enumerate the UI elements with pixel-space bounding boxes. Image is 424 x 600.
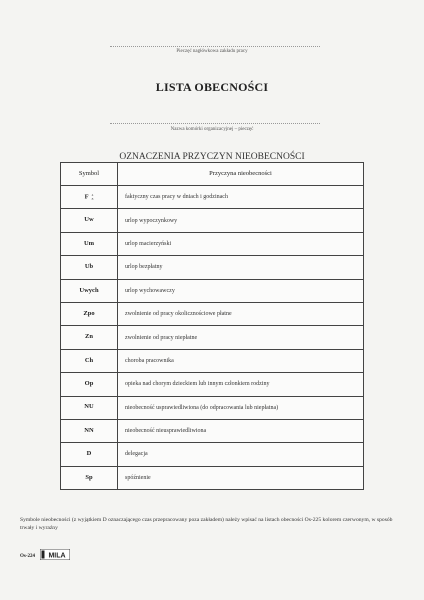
reason-cell: nieobecność nieusprawiedliwiona — [118, 419, 364, 442]
symbol-cell: Zn — [61, 326, 118, 349]
fraction-bottom: 8 — [91, 197, 94, 202]
table-row — [61, 349, 364, 372]
table-row — [61, 186, 364, 209]
mila-logo — [40, 549, 70, 560]
unit-caption: Nazwa komórki organizacyjnej – pieczęć — [170, 127, 254, 132]
hours-fraction — [92, 193, 94, 201]
reason-cell: zwolnienie od pracy okolicznościowe płatne — [118, 302, 364, 325]
reason-cell: faktyczny czas pracy w dniach i godzinach — [118, 186, 364, 209]
table-row — [61, 419, 364, 442]
table-row — [61, 443, 364, 466]
column-header-symbol: Symbol — [61, 163, 118, 186]
table-row — [61, 256, 364, 279]
symbol-cell: NN — [61, 419, 118, 442]
reason-cell: urlop wychowawczy — [118, 279, 364, 302]
fraction-top: 4 — [91, 193, 94, 198]
symbol-cell — [61, 186, 118, 209]
reason-cell: nieobecność usprawiedliwiona (do odpracowania lub niepłatna) — [118, 396, 364, 419]
symbol-cell: NU — [61, 396, 118, 419]
symbol-text: F — [84, 193, 89, 201]
table-header-row — [61, 163, 364, 186]
table-row — [61, 396, 364, 419]
symbol-cell: Uwych — [61, 279, 118, 302]
symbol-cell: Ub — [61, 256, 118, 279]
reason-cell: delegacja — [118, 443, 364, 466]
brand-text: MILA — [48, 552, 66, 560]
column-header-reason: Przyczyna nieobecności — [118, 163, 364, 186]
footnote: Symbole nieobecności (z wyjątkiem D oznaczającego czas przepracowany poza zakładem) należy wpisać na listach obecności Os-225 kolorem czerwonym, w sposób trwały i wyraźny — [20, 517, 393, 531]
table-row — [61, 232, 364, 255]
table-row — [61, 466, 364, 489]
reason-cell: spóźnienie — [118, 466, 364, 489]
reason-cell: opieka nad chorym dzieckiem lub innym członkiem rodziny — [118, 373, 364, 396]
table-row — [61, 209, 364, 232]
symbol-cell: Zpo — [61, 302, 118, 325]
stamp-line — [110, 46, 320, 47]
symbol-cell: Uw — [61, 209, 118, 232]
form-code: Os-224 — [20, 554, 35, 559]
table-row — [61, 326, 364, 349]
reason-cell: urlop bezpłatny — [118, 256, 364, 279]
symbol-cell: Sp — [61, 466, 118, 489]
symbol-cell: Um — [61, 232, 118, 255]
symbol-cell: Ch — [61, 349, 118, 372]
reason-cell: zwolnienie od pracy niepłatne — [118, 326, 364, 349]
table-row — [61, 302, 364, 325]
symbol-cell: D — [61, 443, 118, 466]
table-row — [61, 373, 364, 396]
page-title: LISTA OBECNOŚCI — [155, 80, 269, 94]
absence-codes-table — [60, 162, 364, 490]
unit-line — [110, 123, 320, 124]
symbol-cell: Op — [61, 373, 118, 396]
legend-title: OZNACZENIA PRZYCZYN NIEOBECNOŚCI — [119, 152, 305, 162]
table-row — [61, 279, 364, 302]
reason-cell: urlop wypoczynkowy — [118, 209, 364, 232]
reason-cell: urlop macierzyński — [118, 232, 364, 255]
reason-cell: choroba pracownika — [118, 349, 364, 372]
stamp-caption: Pieczęć nagłówkowa zakładu pracy — [176, 49, 248, 54]
